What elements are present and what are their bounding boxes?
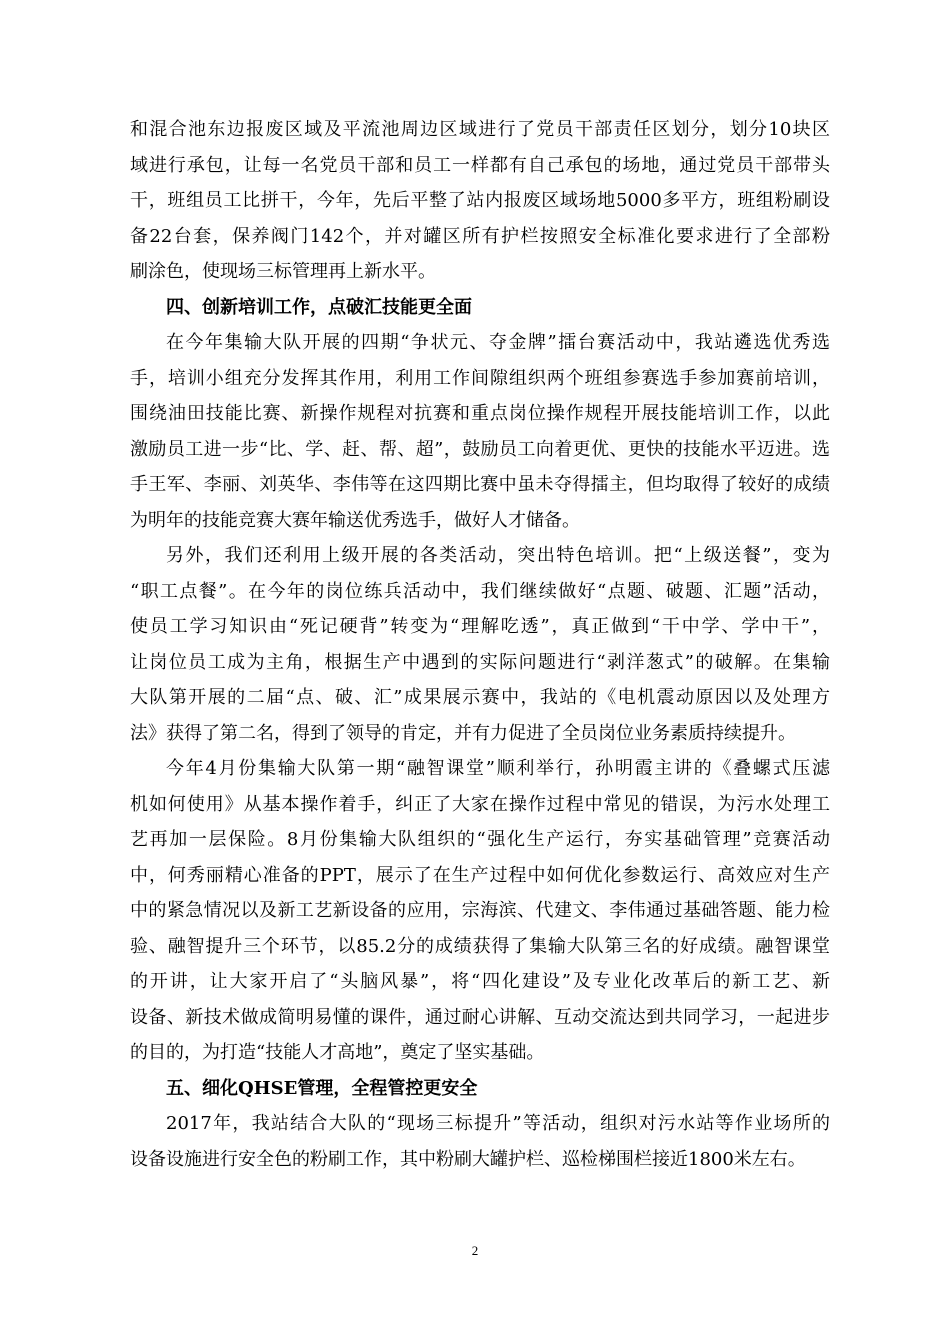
section-heading: 五、细化QHSE管理，全程管控更安全: [166, 1077, 478, 1099]
text-line: 今年4月份集输大队第一期“融智课堂”顺利举行，孙明霞主讲的《叠螺式压滤: [166, 758, 830, 779]
text-line: 艺再加一层保险。8月份集输大队组织的“强化生产运行，夯实基础管理”竞赛活动: [130, 829, 830, 850]
text-line: 为明年的技能竞赛大赛年输送优秀选手，做好人才储备。: [130, 509, 580, 531]
text-line: 另外，我们还利用上级开展的各类活动，突出特色培训。把“上级送餐”，变为: [166, 545, 830, 566]
text-line: 干，班组员工比拼干，今年，先后平整了站内报废区域场地5000多平方，班组粉刷设: [130, 190, 830, 211]
text-line: 域进行承包，让每一名党员干部和员工一样都有自己承包的场地，通过党员干部带头: [130, 154, 830, 176]
text-line: 设备、新技术做成简明易懂的课件，通过耐心讲解、互动交流达到共同学习，一起进步: [130, 1006, 830, 1028]
body-text: [130, 112, 830, 1177]
text-line: “职工点餐”。在今年的岗位练兵活动中，我们继续做好“点题、破题、汇题”活动，: [130, 580, 830, 602]
text-line: 法》获得了第二名，得到了领导的肯定，并有力促进了全员岗位业务素质持续提升。: [130, 722, 796, 744]
text-line: 验、融智提升三个环节，以85.2分的成绩获得了集输大队第三名的好成绩。融智课堂: [130, 935, 830, 957]
text-line: 手，培训小组充分发挥其作用，利用工作间隙组织两个班组参赛选手参加赛前培训，: [130, 367, 830, 389]
text-line: 使员工学习知识由“死记硬背”转变为“理解吃透”，真正做到“干中学、学中干”，: [130, 616, 830, 637]
text-line: 在今年集输大队开展的四期“争状元、夺金牌”擂台赛活动中，我站遴选优秀选: [166, 332, 830, 353]
text-line: 备22台套，保养阀门142个，并对罐区所有护栏按照安全标准化要求进行了全部粉: [130, 225, 830, 247]
text-line: 激励员工进一步“比、学、赶、帮、超”，鼓励员工向着更优、更快的技能水平迈进。选: [130, 438, 830, 460]
text-line: 和混合池东边报废区域及平流池周边区域进行了党员干部责任区划分，划分10块区: [130, 119, 830, 140]
text-line: 手王军、李丽、刘英华、李伟等在这四期比赛中虽未夺得擂主，但均取得了较好的成绩: [130, 474, 830, 495]
text-line: 中的紧急情况以及新工艺新设备的应用，宗海滨、代建文、李伟通过基础答题、能力检: [130, 900, 830, 921]
text-line: 的目的，为打造“技能人才高地”，奠定了坚实基础。: [130, 1042, 545, 1063]
page-number: 2: [471, 1243, 479, 1258]
section-heading: 四、创新培训工作，点破汇技能更全面: [166, 296, 472, 318]
text-line: 围绕油田技能比赛、新操作规程对抗赛和重点岗位操作规程开展技能培训工作，以此: [130, 403, 830, 424]
text-line: 大队第开展的二届“点、破、汇”成果展示赛中，我站的《电机震动原因以及处理方: [130, 687, 830, 708]
text-line: 的开讲，让大家开启了“头脑风暴”，将“四化建设”及专业化改革后的新工艺、新: [130, 971, 830, 992]
text-line: 机如何使用》从基本操作着手，纠正了大家在操作过程中常见的错误，为污水处理工: [130, 793, 830, 815]
text-line: 2017年，我站结合大队的“现场三标提升”等活动，组织对污水站等作业场所的: [166, 1113, 830, 1134]
text-line: 刷涂色，使现场三标管理再上新水平。: [130, 261, 436, 282]
text-line: 设备设施进行安全色的粉刷工作，其中粉刷大罐护栏、巡检梯围栏接近1800米左右。: [130, 1148, 806, 1170]
text-line: 让岗位员工成为主角，根据生产中遇到的实际问题进行“剥洋葱式”的破解。在集输: [130, 651, 830, 673]
text-line: 中，何秀丽精心准备的PPT，展示了在生产过程中如何优化参数运行、高效应对生产: [130, 864, 830, 886]
